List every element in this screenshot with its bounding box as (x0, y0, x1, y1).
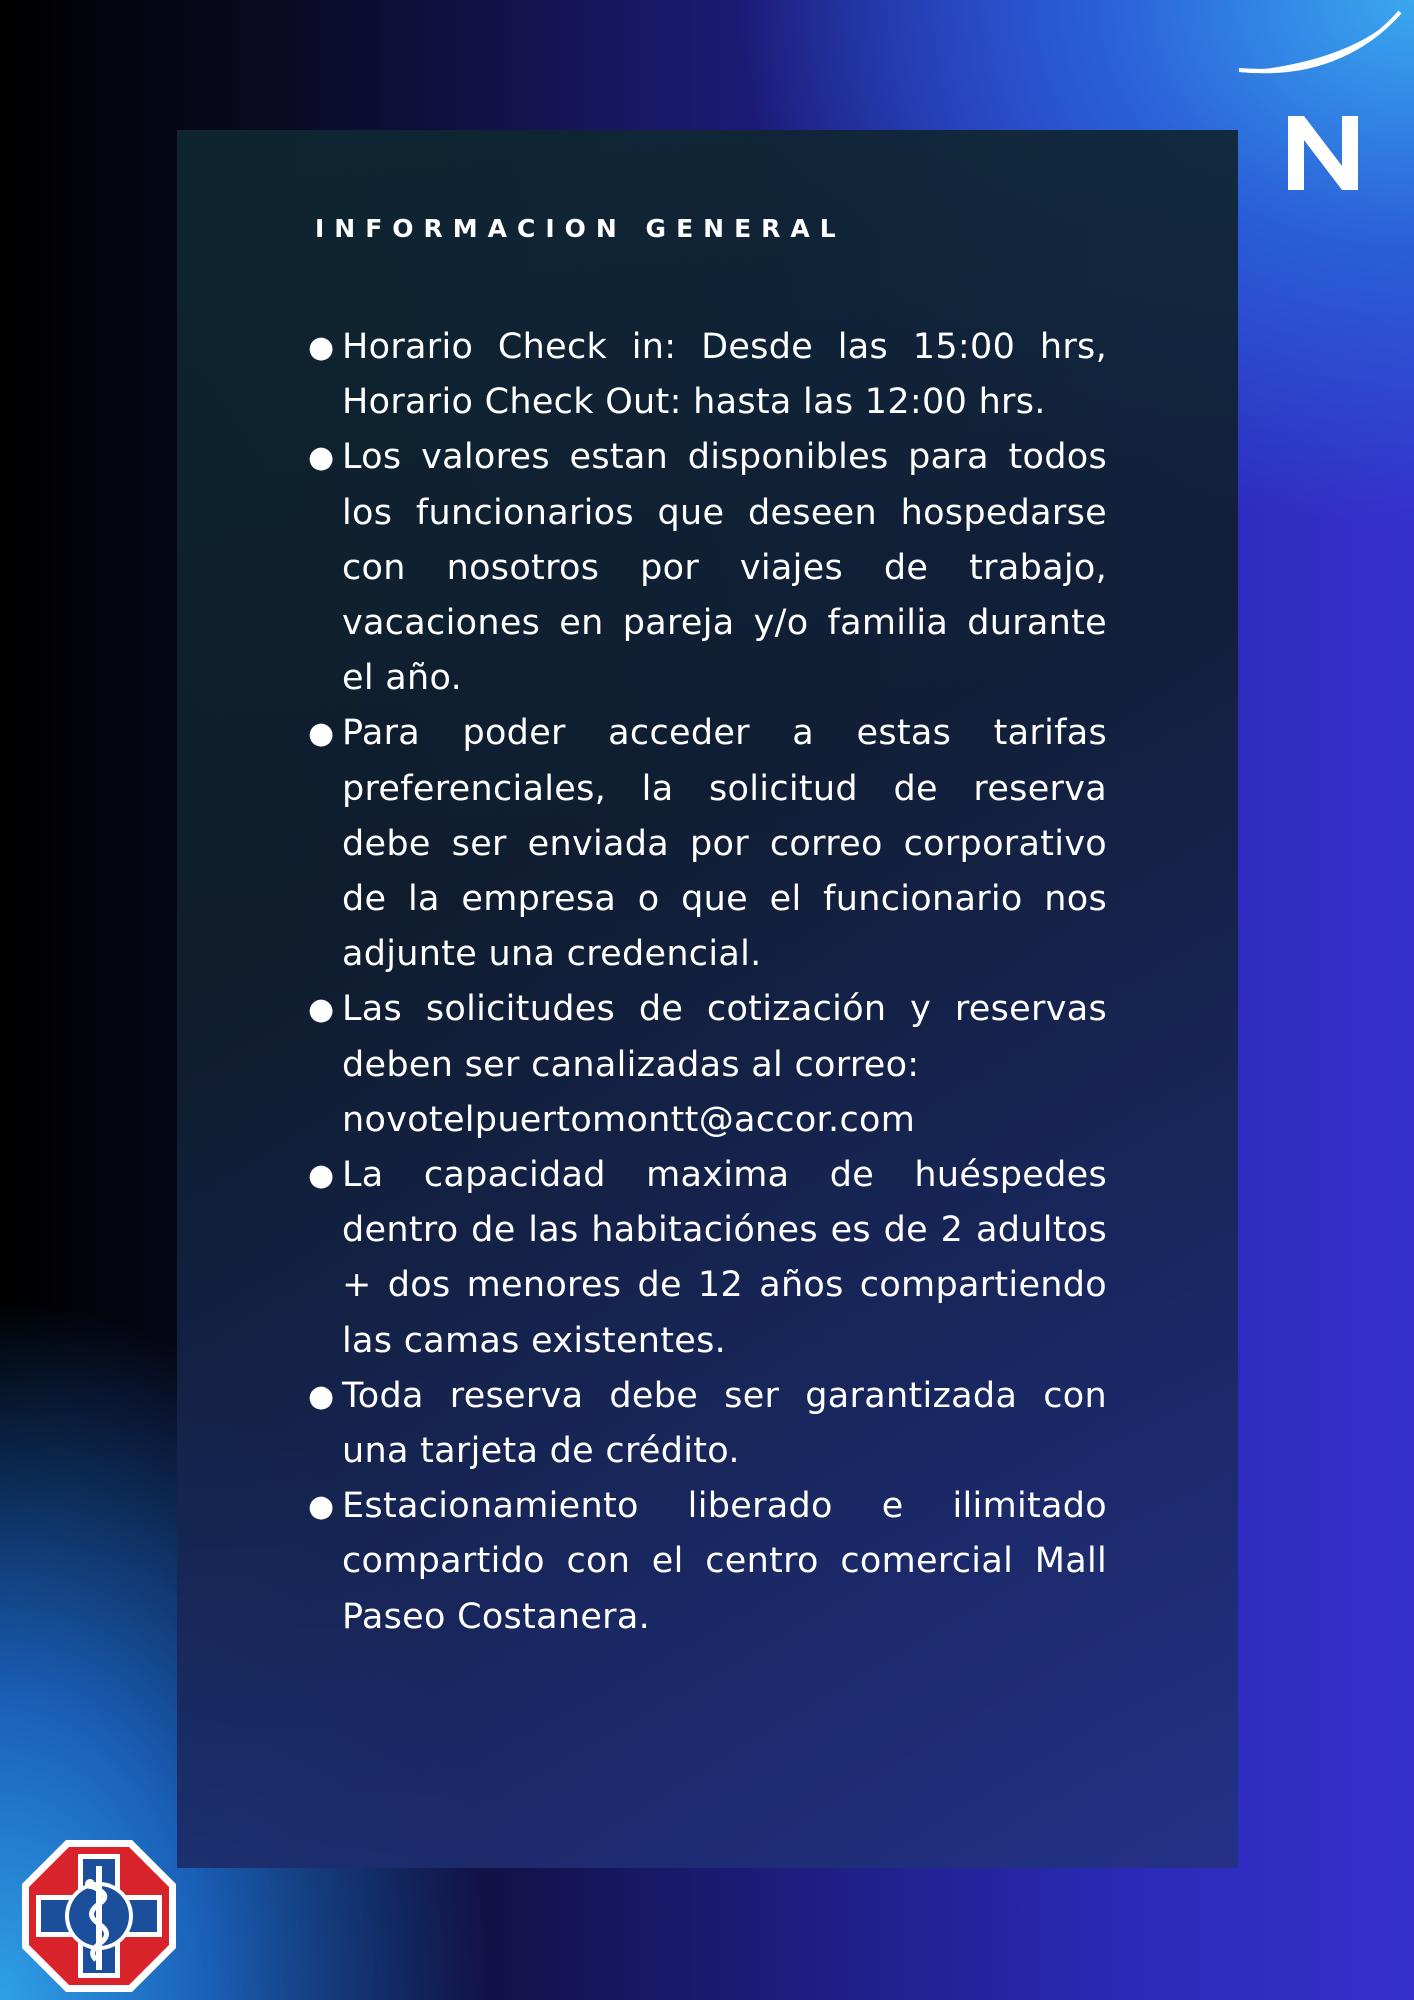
panel-title: INFORMACION GENERAL (315, 214, 846, 243)
bullet-icon: ● (308, 992, 335, 1028)
bullet-icon: ● (308, 1378, 335, 1414)
list-item (308, 1479, 1107, 1645)
bullet-icon: ● (308, 330, 335, 365)
info-panel (177, 130, 1238, 1868)
list-item (308, 982, 1107, 1148)
list-item-text: Horario Check in: Desde las 15:00 hrs, Horario Check Out: hasta las 12:00 hrs. (342, 327, 1107, 423)
bullet-icon: ● (308, 440, 335, 476)
bullet-icon: ● (308, 716, 335, 752)
list-item (308, 320, 1107, 430)
list-item-text: Estacionamiento liberado e ilimitado compartido con el centro comercial Mall Paseo Costanera. (342, 1486, 1107, 1637)
list-item-text: Los valores estan disponibles para todos los funcionarios que deseen hospedarse con nosotros por viajes de trabajo, vacaciones en pareja y/o familia durante el año. (342, 437, 1107, 699)
list-item-text: Para poder acceder a estas tarifas preferenciales, la solicitud de reserva debe ser enviada por correo corporativo de la empresa o que el funcionario nos adjunte una credencial. (342, 713, 1107, 975)
bullet-icon: ● (308, 1158, 335, 1194)
list-item (308, 1369, 1107, 1479)
list-item (308, 430, 1107, 706)
email-link[interactable]: novotelpuertomontt@accor.com (342, 1099, 916, 1140)
list-item-text: La capacidad maxima de huéspedes dentro de las habitaciónes es de 2 adultos + dos menores de 12 años compartiendo las camas existentes. (342, 1155, 1107, 1361)
bullet-icon: ● (308, 1489, 335, 1525)
novotel-n-logo-icon (1230, 0, 1414, 200)
info-list (308, 320, 1107, 1645)
list-item (308, 706, 1107, 982)
medical-caduceus-emblem-icon (20, 1838, 178, 1994)
list-item (308, 1148, 1107, 1369)
list-item-text: Las solicitudes de cotización y reservas deben ser canalizadas al correo: (342, 989, 1107, 1085)
list-item-text: Toda reserva debe ser garantizada con una tarjeta de crédito. (342, 1375, 1107, 1472)
